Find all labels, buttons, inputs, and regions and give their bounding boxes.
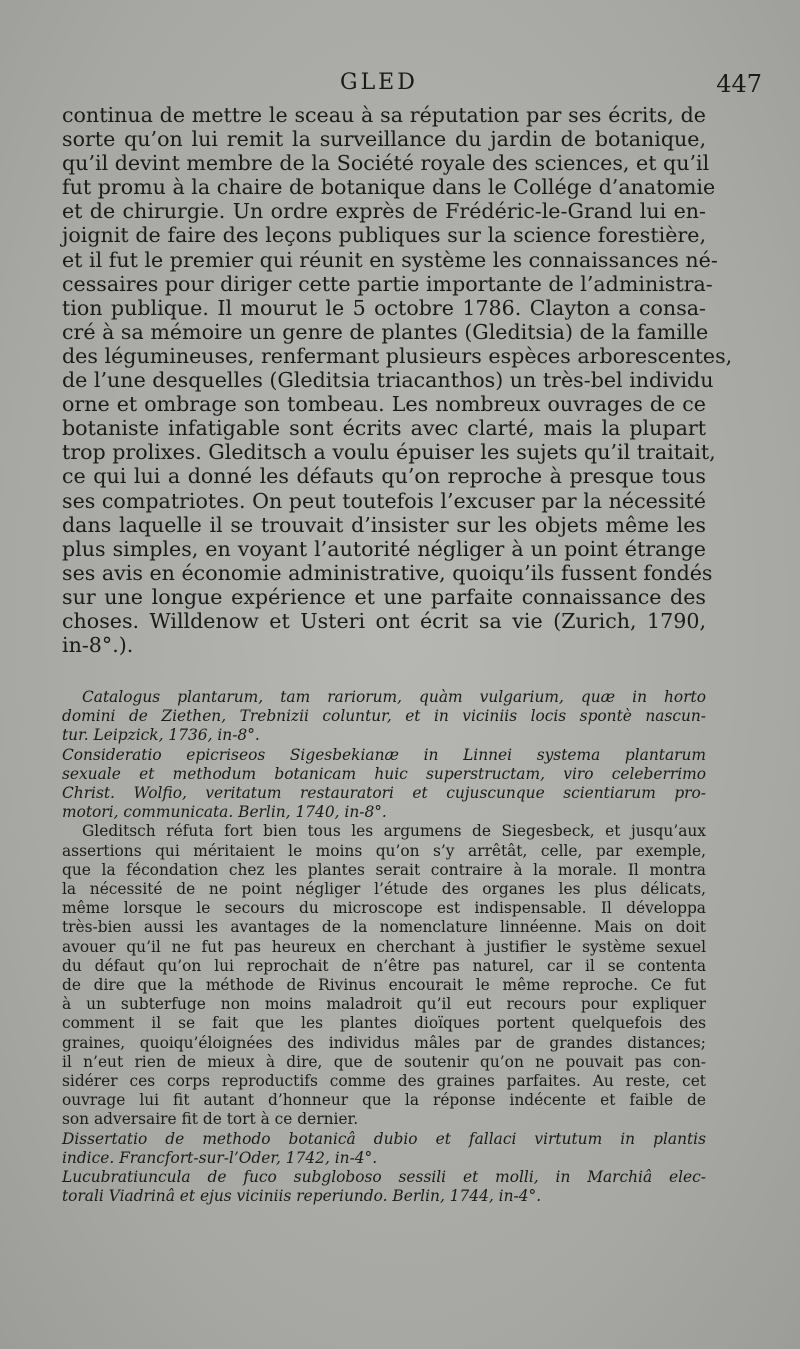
text-line: sur une longue expérience et une parfaite connaissance des	[62, 584, 706, 609]
note-line: de dire que la méthode de Rivinus encourait le même reproche. Ce fut	[62, 976, 706, 995]
text-line: cré à sa mémoire un genre de plantes (Gleditsia) de la famille	[62, 319, 709, 344]
note-line: domini de Ziethen, Trebnizii coluntur, et in viciniis locis spontè nascun-	[62, 707, 706, 726]
note-consideratio	[62, 746, 706, 823]
note-line: tur. Leipzick, 1736, in-8°.	[62, 726, 260, 745]
note-line: avouer qu’il ne fut pas heureux en cherchant à justifier le système sexuel	[62, 937, 706, 956]
text-line: qu’il devint membre de la Société royale des sciences, et qu’il	[62, 151, 710, 176]
note-line: assertions qui méritaient le moins qu’on s’y arrêtât, celle, par exemple,	[62, 841, 706, 860]
note-line: graines, quoiqu’éloignées des individus mâles par de grandes distances;	[62, 1033, 706, 1052]
note-line: Gleditsch réfuta fort bien tous les argumens de Siegesbeck, et jusqu’aux	[82, 822, 706, 841]
note-dissertatio	[62, 1130, 706, 1168]
note-line: torali Viadrinâ et ejus viciniis reperiundo. Berlin, 1744, in-4°.	[62, 1187, 542, 1206]
note-line: motori, communicata. Berlin, 1740, in-8°.	[62, 803, 387, 822]
text-line: cessaires pour diriger cette partie importante de l’administra-	[62, 271, 713, 296]
main-paragraph	[62, 103, 733, 658]
text-line: plus simples, en voyant l’autorité négliger à un point étrange	[62, 536, 706, 561]
text-line: botaniste infatigable sont écrits avec clarté, mais la plupart	[62, 416, 706, 441]
note-commentary	[62, 822, 706, 1129]
note-line: Dissertatio de methodo botanicâ dubio et fallaci virtutum in plantis	[62, 1129, 706, 1148]
text-line: dans laquelle il se trouvait d’insister sur les objets même les	[62, 512, 706, 537]
text-line: in-8°.).	[62, 633, 134, 658]
page-number: 447	[716, 70, 762, 98]
note-line: il n’eut rien de mieux à dire, que de soutenir qu’on ne pouvait pas con-	[62, 1052, 706, 1071]
text-line: orne et ombrage son tombeau. Les nombreux ouvrages de ce	[62, 392, 706, 417]
note-line: sidérer ces corps reproductifs comme des graines parfaites. Au reste, cet	[62, 1072, 706, 1091]
note-line: sexuale et methodum botanicam huic superstructam, viro celeberrimo	[62, 764, 706, 783]
running-head: GLED	[340, 70, 418, 95]
note-line: Christ. Wolfio, veritatum restauratori et cujuscunque scientiarum pro-	[62, 784, 706, 803]
note-line: son adversaire fit de tort à ce dernier.	[62, 1110, 359, 1129]
text-line: des légumineuses, renfermant plusieurs espèces arborescentes,	[62, 343, 733, 368]
note-line: à un subterfuge non moins maladroit qu’il eut recours pour expliquer	[62, 995, 706, 1014]
text-line: fut promu à la chaire de botanique dans le Collége d’anatomie	[62, 175, 716, 200]
text-line: et de chirurgie. Un ordre exprès de Frédéric-le-Grand lui en-	[62, 199, 706, 224]
text-line: trop prolixes. Gleditsch a voulu épuiser les sujets qu’il traitait,	[62, 440, 716, 465]
note-line: Consideratio epicriseos Sigesbekianæ in Linnei systema plantarum	[62, 745, 706, 764]
note-lucubratiuncula	[62, 1168, 706, 1206]
bibliography-notes	[62, 688, 706, 1206]
text-line: de l’une desquelles (Gleditsia triacanthos) un très-bel individu	[62, 368, 714, 393]
page-header	[62, 70, 762, 100]
note-line: que la fécondation chez les plantes serait contraire à la morale. Il montra	[62, 860, 706, 879]
text-line: continua de mettre le sceau à sa réputation par ses écrits, de	[62, 103, 706, 127]
note-line: même lorsque le secours du microscope est indispensable. Il développa	[62, 899, 706, 918]
note-line: indice. Francfort-sur-l’Oder, 1742, in-4°.	[62, 1148, 378, 1167]
text-line: et il fut le premier qui réunit en système les connaissances né-	[62, 247, 718, 272]
text-line: ses avis en économie administrative, quoiqu’ils fussent fondés	[62, 560, 713, 585]
note-line: la nécessité de ne point négliger l’étude des organes les plus délicats,	[62, 880, 706, 899]
note-line: Catalogus plantarum, tam rariorum, quàm vulgarium, quæ in horto	[82, 688, 706, 706]
text-line: choses. Willdenow et Usteri ont écrit sa vie (Zurich, 1790,	[62, 608, 706, 633]
text-line: tion publique. Il mourut le 5 octobre 1786. Clayton a consa-	[62, 295, 706, 320]
text-line: ce qui lui a donné les défauts qu’on reproche à presque tous	[62, 464, 706, 489]
note-catalogus	[62, 688, 706, 746]
text-line: joignit de faire des leçons publiques sur la science forestière,	[62, 223, 706, 248]
text-line: ses compatriotes. On peut toutefois l’excuser par la nécessité	[62, 488, 706, 513]
note-line: Lucubratiuncula de fuco subgloboso sessili et molli, in Marchiâ elec-	[62, 1168, 706, 1187]
text-line: sorte qu’on lui remit la surveillance du jardin de botanique,	[62, 127, 706, 152]
note-line: comment il se fait que les plantes dioïques portent quelquefois des	[62, 1014, 706, 1033]
note-line: ouvrage lui fit autant d’honneur que la réponse indécente et faible de	[62, 1091, 706, 1110]
note-line: très-bien aussi les avantages de la nomenclature linnéenne. Mais on doit	[62, 918, 706, 937]
note-line: du défaut qu’on lui reprochait de n’être pas naturel, car il se contenta	[62, 956, 706, 975]
